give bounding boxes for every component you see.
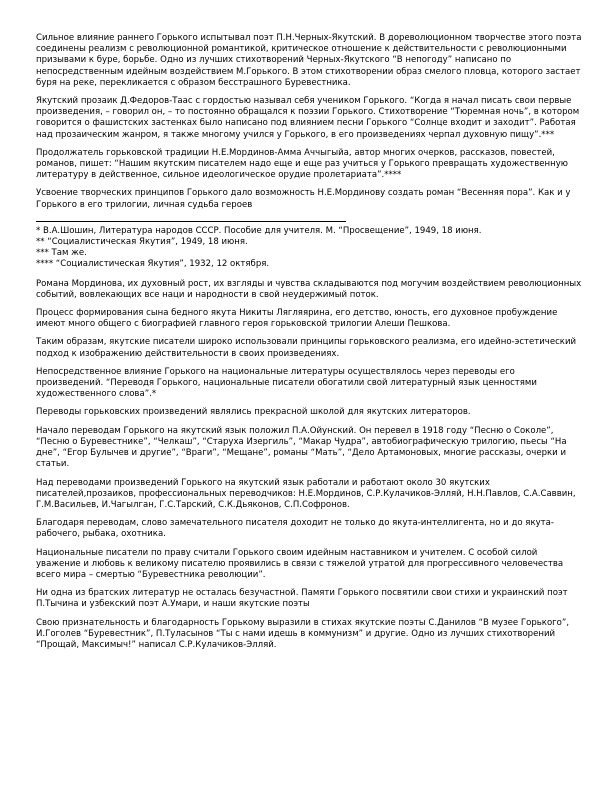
paragraph: Переводы горьковских произведений являлись прекрасной школой для якутских литераторов. bbox=[36, 407, 471, 418]
paragraph: Благодаря переводам, слово замечательного писателя доходит не только до якута-интеллигента, но и до якута-рабочего, рыбака, охотника. bbox=[36, 518, 554, 540]
paragraph: Непосредственное влияние Горького на национальные литературы осуществлялось через переводы его произведений. “Переводя Горького, национальные писатели обогатили свой литературный язык ценностями художественного слова”.* bbox=[36, 366, 537, 400]
footnote: **** “Социалистическая Якутия”, 1932, 12 октября. bbox=[36, 259, 270, 270]
document-body bbox=[36, 33, 582, 658]
paragraph: Романа Мординова, их духовный рост, их взгляды и чувства складываются под могучим воздействием революционных событий, вовлекающих все наци и народности в свой неудержимый поток. bbox=[36, 278, 582, 300]
footnote: * В.А.Шошин, Литература народов СССР. Пособие для учителя. М. “Просвещение”, 1949, 18 июня. bbox=[36, 225, 482, 236]
paragraph: Якутский прозаик Д.Федоров-Таас с гордостью называл себя учеником Горького. “Когда я начал писать свои первые произведения, – говорил он, – то постоянно обращался к поэзии Горького. Стихотворение “Тюремная ночь”, в котором говорится о фашистских застенках было написано под влиянием песни Горького “Солнце входит и заходит”. Работая над прозаическим жанром, я также многому учился у Горького, в его произведениях черпал духовную пищу”.*** bbox=[36, 96, 580, 140]
footnotes bbox=[36, 226, 582, 271]
paragraph: Таким образам, якутские писатели широко использовали принципы горьковского реализма, его идейно-эстетический подход к изображению действительности в своих произведениях. bbox=[36, 337, 577, 359]
paragraph: Над переводами произведений Горького на якутский язык работали и работают около 30 якутских писателей,прозаиков, профессиональных переводчиков: Н.Е.Мординов, С.Р.Кулачиков-Элляй, Н.Н.Павлов, С.А.Саввин, Г.М.Васильев, И.Чагылган, Г.С.Тарский, С.К.Дьяконов, С.П.Софронов. bbox=[36, 477, 576, 510]
paragraph: Национальные писатели по праву считали Горького своим идейным наставником и учителем. С особой силой уважение и любовь к великому писателю проявились в связи с тяжелой утратой для прогрессивного человечества всего мира – смертью “Буревестника революции”. bbox=[36, 547, 564, 580]
footnote-separator bbox=[36, 221, 346, 222]
footnote: *** Там же. bbox=[36, 248, 87, 259]
paragraph: Свою признательность и благодарность Горькому выразили в стихах якутские поэты С.Данилов “В музее Горького”, И.Гоголев “Буревестник”, П.Туласынов “Ты с нами идешь в коммунизм” и другие. Одно из лучших стихотворений “Прощай, Максимыч!” написал С.Р.Кулачиков-Элляй. bbox=[36, 617, 570, 650]
paragraph: Процесс формирования сына бедного якута Никиты Лягляярина, его детство, юность, его духовное пробуждение имеют много общего с биографией главного героя горьковской трилогии Алеши Пешкова. bbox=[36, 308, 558, 330]
paragraph: Усвоение творческих принципов Горького дало возможность Н.Е.Мординову создать роман “Весенняя пора”. Как и у Горького в его трилогии, личная судьба героев bbox=[36, 188, 571, 210]
paragraph: Сильное влияние раннего Горького испытывал поэт П.Н.Черных-Якутский. В дореволюционном творчестве этого поэта соединены реализм с революционной романтикой, критическое отношение к действительности с революционными призывами к буре, борьбе. Одно из лучших стихотворений Черных-Якутского “В непогоду” написано по непосредственным идейным воздействием М.Горького. В этом стихотворении образ смелого пловца, которого застает буря на реке, перекликается с образом бесстрашного Буревестника. bbox=[36, 33, 582, 88]
footnote: ** “Социалистическая Якутия”, 1949, 18 июня. bbox=[36, 237, 248, 248]
paragraph: Продолжатель горьковской традиции Н.Е.Мординов-Амма Аччыгыйа, автор многих очерков, рассказов, повестей, романов, пишет: “Нашим якутским писателем надо еще и еще раз учиться у Горького превращать художественную литературу в действенное, сильное идеологическое орудие пролетариата”.**** bbox=[36, 147, 568, 181]
paragraph: Ни одна из братских литератур не осталась безучастной. Памяти Горького посвятили свои стихи и украинский поэт П.Тычина и узбекский поэт А.Умари, и наши якутские поэты bbox=[36, 588, 568, 610]
paragraph: Начало переводам Горького на якутский язык положил П.А.Ойунский. Он перевел в 1918 году “Песню о Соколе”, “Песню о Буревестнике”, “Челкаш”, “Старуха Изергиль”, “Макар Чудра”, автобиографическую трилогию, пьесы “На дне”, “Егор Булычев и другие”, “Враги”, “Мещане”, романы “Мать”, “Дело Артамоновых, многие рассказы, очерки и статьи. bbox=[36, 425, 567, 470]
